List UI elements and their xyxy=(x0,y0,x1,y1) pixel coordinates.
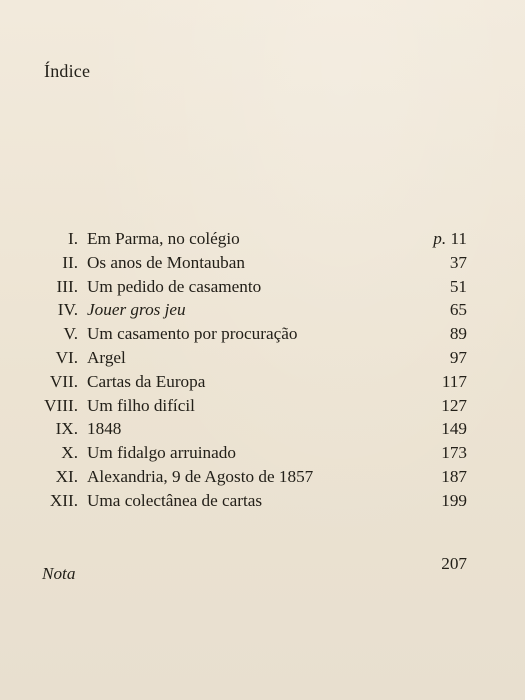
chapter-number: XII. xyxy=(49,490,78,510)
chapter-title: Um filho difícil xyxy=(87,395,195,415)
chapter-page-number: 97 xyxy=(449,347,467,367)
chapter-number: IV. xyxy=(57,300,78,320)
chapter-page-number: 37 xyxy=(449,252,467,272)
chapter-number: V. xyxy=(63,324,78,344)
chapter-title: Um pedido de casamento xyxy=(87,276,262,296)
toc-row-6 xyxy=(0,346,525,370)
toc-row-7 xyxy=(0,370,525,394)
page-number-value: 11 xyxy=(450,229,467,248)
note-label: Nota xyxy=(42,564,76,583)
chapter-title: 1848 xyxy=(87,419,122,439)
chapter-title: Em Parma, no colégio xyxy=(87,229,240,248)
chapter-title: Um fidalgo arruinado xyxy=(87,443,236,463)
page-title: Índice xyxy=(44,61,91,81)
chapter-number: II. xyxy=(62,252,78,272)
chapter-title: Um casamento por procuração xyxy=(87,324,298,344)
chapter-title: Jouer gros jeu xyxy=(87,300,186,320)
chapter-title: Argel xyxy=(87,347,126,367)
toc-row-12 xyxy=(0,489,525,513)
note-page-number: 207 xyxy=(441,554,467,573)
chapter-page-number: 117 xyxy=(441,371,467,391)
note-row xyxy=(0,554,525,583)
toc-row-9 xyxy=(0,417,525,441)
toc-row-8 xyxy=(0,394,525,418)
chapter-number: VI. xyxy=(55,347,78,367)
chapter-page-number: 65 xyxy=(449,300,467,320)
chapter-page-number: 51 xyxy=(449,276,467,296)
toc-row-5 xyxy=(0,322,525,346)
chapter-number: VIII. xyxy=(44,395,78,415)
toc-row-10 xyxy=(0,441,525,465)
chapter-number: IX. xyxy=(55,419,78,439)
chapter-page-number: 127 xyxy=(441,395,467,415)
chapter-page-number: 149 xyxy=(441,419,467,439)
toc-row-3 xyxy=(0,275,525,299)
table-of-contents xyxy=(0,227,525,513)
chapter-page-number: 187 xyxy=(441,466,467,486)
chapter-title: Os anos de Montauban xyxy=(87,252,246,272)
chapter-number: XI. xyxy=(55,466,78,486)
toc-row-1 xyxy=(0,227,525,251)
chapter-number: X. xyxy=(61,443,78,463)
toc-row-11 xyxy=(0,465,525,489)
toc-row-2 xyxy=(0,251,525,275)
chapter-title: Alexandria, 9 de Agosto de 1857 xyxy=(87,466,314,486)
chapter-number: III. xyxy=(56,276,78,296)
chapter-title: Uma colectânea de cartas xyxy=(87,490,263,510)
chapter-page-number: 173 xyxy=(441,443,467,463)
chapter-number: I. xyxy=(67,229,78,248)
chapter-page-number: 89 xyxy=(449,324,467,344)
chapter-number: VII. xyxy=(49,371,78,391)
chapter-title: Cartas da Europa xyxy=(87,371,206,391)
chapter-page-number: 199 xyxy=(441,490,467,510)
chapter-page-number xyxy=(433,227,467,251)
toc-row-4 xyxy=(0,298,525,322)
page-prefix: p. xyxy=(433,229,447,248)
